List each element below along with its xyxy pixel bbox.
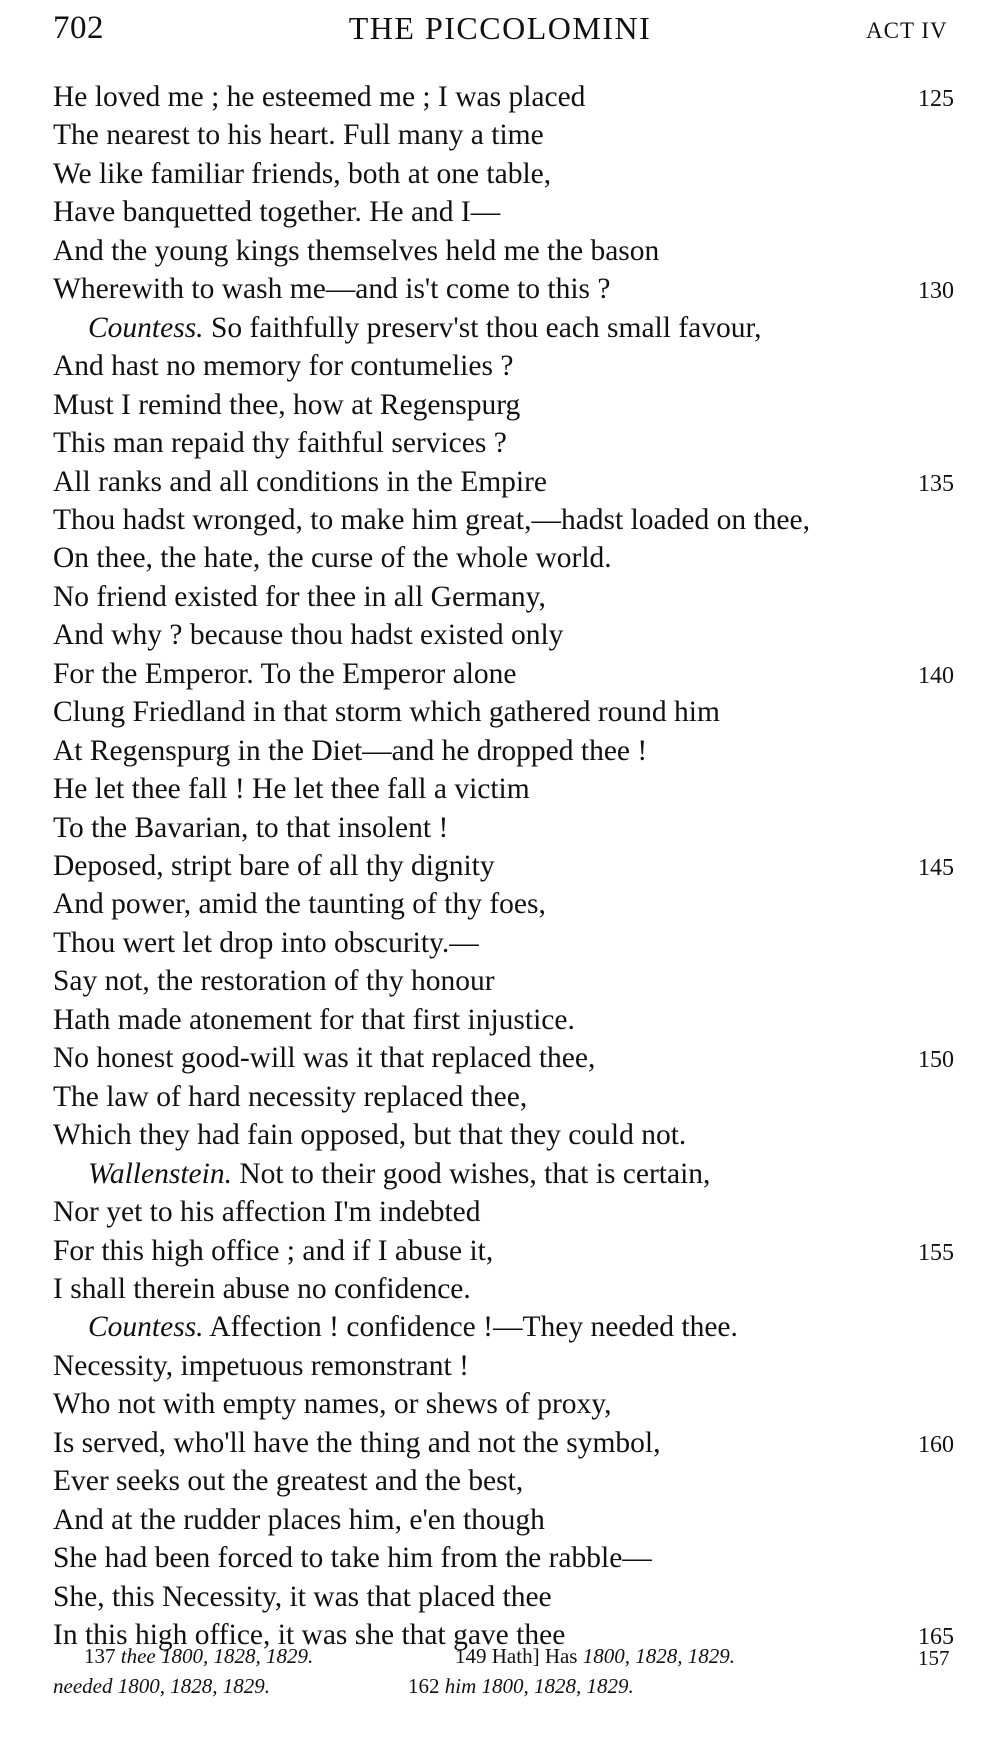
- verse-text: All ranks and all conditions in the Empire: [53, 466, 548, 498]
- verse-text: I shall therein abuse no confidence.: [53, 1273, 471, 1305]
- verse-text: Wherewith to wash me—and is't come to this ?: [53, 273, 611, 305]
- act-label: ACT IV: [866, 18, 948, 43]
- footnote-line-number: 157: [918, 1646, 950, 1670]
- verse-text: This man repaid thy faithful services ?: [53, 427, 507, 459]
- verse-text: And at the rudder places him, e'en though: [53, 1504, 545, 1536]
- verse-text: So faithfully preserv'st thou each small favour,: [203, 312, 762, 344]
- footnote-162: [408, 1672, 634, 1700]
- line-number: 125: [918, 86, 954, 112]
- line-number: 165: [918, 1624, 954, 1650]
- line-number: 150: [918, 1047, 954, 1073]
- verse-text: Thou hadst wronged, to make him great,—hadst loaded on thee,: [53, 504, 810, 536]
- footnote-variant: needed 1800, 1828, 1829.: [53, 1674, 270, 1698]
- footnote-157-number: [918, 1644, 950, 1672]
- footnote-reading: Hath] Has: [491, 1644, 578, 1668]
- verse-text: We like familiar friends, both at one table,: [53, 158, 552, 190]
- verse-text: He loved me ; he esteemed me ; I was placed: [53, 81, 586, 113]
- verse-text: Ever seeks out the greatest and the best,: [53, 1465, 524, 1497]
- running-title: THE PICCOLOMINI: [348, 10, 652, 46]
- verse-text: No friend existed for thee in all Germany,: [53, 581, 546, 613]
- verse-text: Affection ! confidence !—They needed thee.: [203, 1311, 738, 1343]
- footnote-149: [455, 1642, 735, 1670]
- verse-text: The law of hard necessity replaced thee,: [53, 1081, 528, 1113]
- verse-text: Who not with empty names, or shews of proxy,: [53, 1388, 612, 1420]
- line-number: 135: [918, 471, 954, 497]
- verse-text: And the young kings themselves held me the bason: [53, 235, 660, 267]
- verse-text: Not to their good wishes, that is certain,: [231, 1158, 711, 1190]
- verse-text: And why ? because thou hadst existed only: [53, 619, 564, 651]
- verse-text: And hast no memory for contumelies ?: [53, 350, 514, 382]
- speaker-name: Wallenstein.: [88, 1158, 232, 1190]
- footnote-line-number: 137: [84, 1644, 116, 1668]
- verse-text: Is served, who'll have the thing and not the symbol,: [53, 1427, 661, 1459]
- verse-text: Say not, the restoration of thy honour: [53, 965, 495, 997]
- verse-text: Clung Friedland in that storm which gathered round him: [53, 696, 720, 728]
- verse-text: Thou wert let drop into obscurity.—: [53, 927, 479, 959]
- speaker-name: Countess.: [88, 1311, 204, 1343]
- verse-text: The nearest to his heart. Full many a time: [53, 119, 544, 151]
- line-number: 155: [918, 1240, 954, 1266]
- verse-text: Must I remind thee, how at Regenspurg: [53, 389, 521, 421]
- verse-text: She had been forced to take him from the rabble—: [53, 1542, 652, 1574]
- verse-text: For this high office ; and if I abuse it,: [53, 1235, 494, 1267]
- line-number: 130: [918, 278, 954, 304]
- verse-text: Deposed, stript bare of all thy dignity: [53, 850, 495, 882]
- footnote-variant: thee 1800, 1828, 1829.: [120, 1644, 314, 1668]
- page-number: 702: [53, 10, 104, 46]
- verse-text: Which they had fain opposed, but that they could not.: [53, 1119, 687, 1151]
- verse-text: In this high office, it was she that gave thee: [53, 1619, 566, 1651]
- footnote-137: [84, 1642, 313, 1670]
- line-number: 160: [918, 1432, 954, 1458]
- verse-text: Hath made atonement for that first injustice.: [53, 1004, 575, 1036]
- line-number: 140: [918, 663, 954, 689]
- line-number: 145: [918, 855, 954, 881]
- verse-text: Nor yet to his affection I'm indebted: [53, 1196, 481, 1228]
- speaker-name: Countess.: [88, 312, 204, 344]
- verse-text: She, this Necessity, it was that placed thee: [53, 1581, 552, 1613]
- footnote-157: [53, 1672, 270, 1700]
- verse-text: Have banquetted together. He and I—: [53, 196, 501, 228]
- verse-text: To the Bavarian, to that insolent !: [53, 812, 449, 844]
- footnote-variant: him 1800, 1828, 1829.: [444, 1674, 634, 1698]
- verse-text: Necessity, impetuous remonstrant !: [53, 1350, 469, 1382]
- verse-text: And power, amid the taunting of thy foes,: [53, 888, 546, 920]
- verse-text: For the Emperor. To the Emperor alone: [53, 658, 517, 690]
- verse-text: At Regenspurg in the Diet—and he dropped thee !: [53, 735, 648, 767]
- footnote-line-number: 149: [455, 1644, 487, 1668]
- verse-text: He let thee fall ! He let thee fall a victim: [53, 773, 530, 805]
- verse-text: No honest good-will was it that replaced thee,: [53, 1042, 596, 1074]
- verse-text: On thee, the hate, the curse of the whole world.: [53, 542, 612, 574]
- footnote-line-number: 162: [408, 1674, 440, 1698]
- footnote-variant: 1800, 1828, 1829.: [582, 1644, 735, 1668]
